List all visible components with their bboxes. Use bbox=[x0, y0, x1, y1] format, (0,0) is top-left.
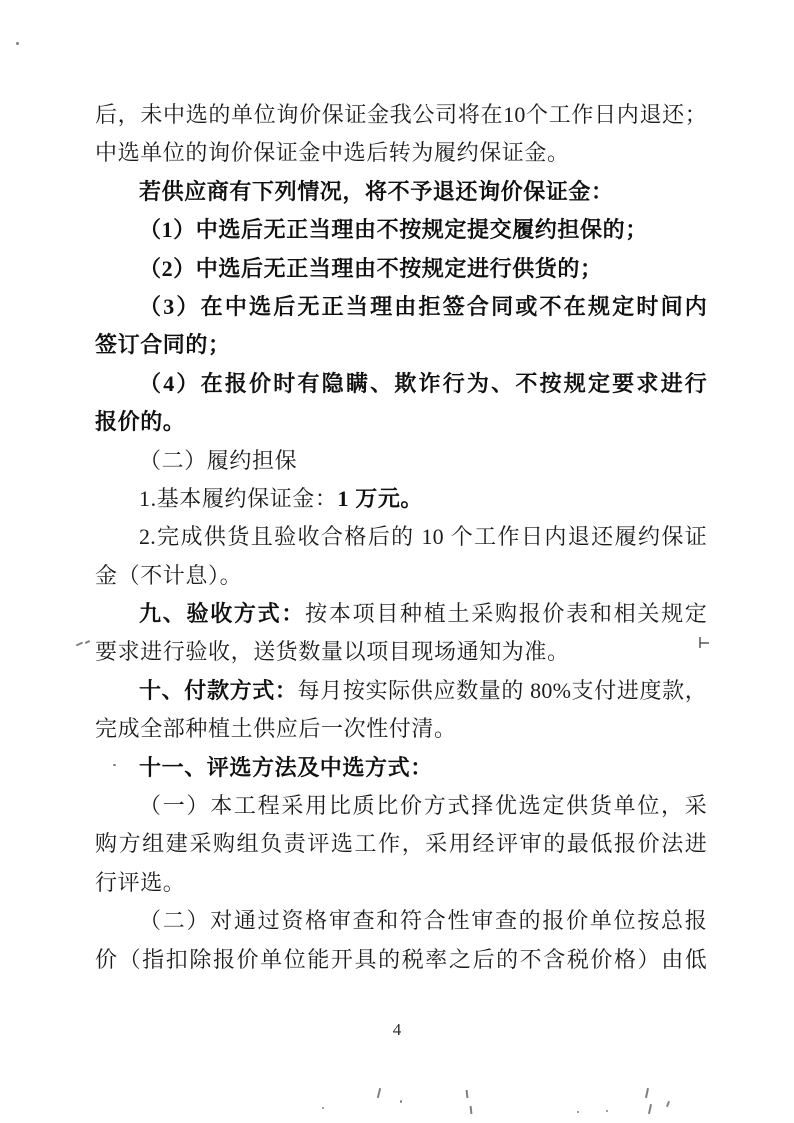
text-line bbox=[95, 250, 707, 288]
scan-speck bbox=[577, 1111, 579, 1113]
text-line bbox=[95, 480, 707, 518]
text-line bbox=[95, 211, 707, 249]
scan-speck bbox=[466, 1090, 469, 1098]
text-segment: 若供应商有下列情况，将不予退还询价保证金： bbox=[139, 178, 614, 204]
text-line bbox=[95, 749, 707, 787]
text-segment: 每月按实际供应数量的 80%支付进度款， bbox=[297, 677, 707, 703]
text-line bbox=[95, 365, 707, 403]
scan-speck bbox=[648, 1104, 652, 1114]
scan-speck bbox=[76, 642, 83, 647]
text-segment: 报价的。 bbox=[95, 409, 186, 435]
text-segment: （1）中选后无正当理由不按规定提交履约担保的； bbox=[139, 217, 648, 243]
text-segment: 完成全部种植土供应后一次性付清。 bbox=[95, 716, 457, 742]
text-segment: 2.完成供货且验收合格后的 10 个工作日内退还履约保证 bbox=[139, 524, 707, 550]
text-segment: 价（指扣除报价单位能开具的税率之后的不含税价格）由低 bbox=[95, 946, 707, 972]
text-segment: 1.基本履约保证金： bbox=[139, 485, 338, 511]
document-body-text bbox=[95, 96, 707, 979]
text-segment: 十一、评选方法及中选方式： bbox=[139, 754, 433, 780]
text-line bbox=[95, 864, 707, 902]
text-line bbox=[95, 173, 707, 211]
text-line bbox=[95, 710, 707, 748]
text-line bbox=[95, 902, 707, 940]
text-line bbox=[95, 672, 707, 710]
text-segment: 行评选。 bbox=[95, 869, 186, 895]
scan-speck bbox=[377, 1088, 381, 1098]
text-line bbox=[95, 633, 707, 671]
text-line bbox=[95, 557, 707, 595]
text-line bbox=[95, 442, 707, 480]
page-number: 4 bbox=[392, 1020, 402, 1039]
scan-speck bbox=[322, 1107, 324, 1109]
text-segment: 1 万元。 bbox=[337, 485, 424, 511]
text-line bbox=[95, 518, 707, 556]
text-segment: （2）中选后无正当理由不按规定进行供货的； bbox=[139, 255, 603, 281]
scan-speck bbox=[113, 764, 116, 766]
scan-speck bbox=[645, 1088, 649, 1098]
text-segment: 十、付款方式： bbox=[139, 677, 298, 703]
text-segment: 中选单位的询价保证金中选后转为履约保证金。 bbox=[95, 140, 570, 166]
text-segment: 要求进行验收，送货数量以项目现场通知为准。 bbox=[95, 639, 570, 665]
text-line bbox=[95, 787, 707, 825]
text-segment: （一）本工程采用比质比价方式择优选定供货单位，采 bbox=[139, 793, 707, 819]
text-segment: 后，未中选的单位询价保证金我公司将在10个工作日内退还； bbox=[95, 102, 707, 127]
text-segment: 九、验收方式： bbox=[139, 601, 306, 627]
scan-speck bbox=[16, 42, 19, 45]
text-line bbox=[95, 134, 707, 172]
scan-speck bbox=[700, 642, 709, 644]
text-segment: （4）在报价时有隐瞒、欺诈行为、不按规定要求进行 bbox=[139, 370, 707, 396]
text-segment: 签订合同的； bbox=[95, 332, 231, 358]
text-segment: （3）在中选后无正当理由拒签合同或不在规定时间内 bbox=[139, 293, 707, 319]
text-line bbox=[95, 96, 707, 134]
text-segment: 金（不计息）。 bbox=[95, 562, 243, 588]
text-segment: （二）对通过资格审查和符合性审查的报价单位按总报 bbox=[139, 908, 707, 934]
scan-speck bbox=[606, 1110, 608, 1112]
scan-speck bbox=[470, 1106, 473, 1114]
scan-speck bbox=[400, 1100, 402, 1103]
scan-speck bbox=[666, 1101, 670, 1107]
scan-speck bbox=[85, 640, 90, 644]
text-line bbox=[95, 326, 707, 364]
text-line bbox=[95, 288, 707, 326]
text-line bbox=[95, 403, 707, 441]
text-segment: （二）履约担保 bbox=[139, 447, 298, 473]
text-line bbox=[95, 941, 707, 979]
text-line bbox=[95, 595, 707, 633]
text-line bbox=[95, 825, 707, 863]
text-segment: 按本项目种植土采购报价表和相关规定 bbox=[305, 601, 708, 627]
text-segment: 购方组建采购组负责评选工作，采用经评审的最低报价法进 bbox=[95, 831, 707, 857]
